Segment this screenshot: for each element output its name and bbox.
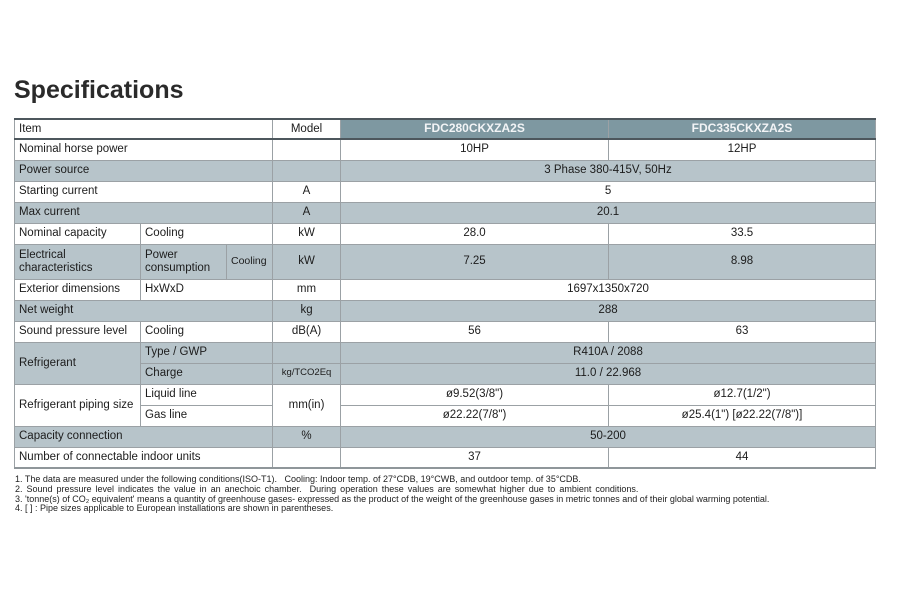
row-max-current	[15, 202, 876, 223]
unit-cell: A	[273, 181, 341, 202]
header-model-1: FDC280CKXZA2S	[341, 119, 609, 139]
row-power-source	[15, 160, 876, 181]
row-label: Sound pressure level	[15, 321, 141, 342]
value-cell: 11.0 / 22.968	[341, 363, 876, 384]
footnote-4: 4. [ ] : Pipe sizes applicable to European installations are shown in parentheses.	[15, 503, 334, 514]
row-electrical	[15, 244, 876, 279]
unit-cell: mm	[273, 279, 341, 300]
row-sublabel: Cooling	[141, 321, 273, 342]
row-label: Max current	[15, 202, 273, 223]
row-sublabel: Charge	[141, 363, 273, 384]
value-cell: 5	[341, 181, 876, 202]
value-cell: 8.98	[609, 244, 876, 279]
row-sublabel: Power consumption	[141, 244, 227, 279]
value-cell: 56	[341, 321, 609, 342]
specifications-table	[14, 118, 876, 469]
value-cell: 20.1	[341, 202, 876, 223]
row-label: Refrigerant	[15, 342, 141, 384]
row-nominal-capacity	[15, 223, 876, 244]
unit-cell: mm(in)	[273, 384, 341, 426]
footnote-3: 3. 'tonne(s) of CO₂ equivalent' means a quantity of greenhouse gases- expressed as the product of the weight of the greenhouse gases in metric tonnes and of their global warming potential.	[15, 493, 770, 504]
unit-cell: %	[273, 426, 341, 447]
row-label: Capacity connection	[15, 426, 273, 447]
row-sublabel: Type / GWP	[141, 342, 273, 363]
footnote-2: 2. Sound pressure level indicates the value in an anechoic chamber. During operation these values are somewhat higher due to ambient conditions.	[15, 483, 639, 494]
row-label: Nominal capacity	[15, 223, 141, 244]
header-item: Item	[15, 119, 273, 139]
row-refrigerant-charge	[15, 363, 876, 384]
value-cell: 50-200	[341, 426, 876, 447]
unit-cell: kg	[273, 300, 341, 321]
header-row	[15, 119, 876, 139]
value-cell: 10HP	[341, 139, 609, 160]
value-cell: ø12.7(1/2")	[609, 384, 876, 405]
value-cell: 1697x1350x720	[341, 279, 876, 300]
row-label: Starting current	[15, 181, 273, 202]
row-capacity-connection	[15, 426, 876, 447]
row-sound-pressure	[15, 321, 876, 342]
row-exterior-dimensions	[15, 279, 876, 300]
row-horse-power	[15, 139, 876, 160]
row-indoor-units	[15, 447, 876, 468]
value-cell: ø22.22(7/8")	[341, 405, 609, 426]
header-model-2: FDC335CKXZA2S	[609, 119, 876, 139]
value-cell: 288	[341, 300, 876, 321]
row-label: Power source	[15, 160, 273, 181]
footnotes	[15, 475, 865, 514]
header-model: Model	[273, 119, 341, 139]
value-cell: 33.5	[609, 223, 876, 244]
value-cell: 3 Phase 380-415V, 50Hz	[341, 160, 876, 181]
unit-cell	[273, 447, 341, 468]
row-net-weight	[15, 300, 876, 321]
row-subsublabel: Cooling	[227, 244, 273, 279]
unit-cell: kW	[273, 223, 341, 244]
value-cell: ø25.4(1") [ø22.22(7/8")]	[609, 405, 876, 426]
value-cell: 44	[609, 447, 876, 468]
value-cell: R410A / 2088	[341, 342, 876, 363]
unit-cell: kW	[273, 244, 341, 279]
row-label: Net weight	[15, 300, 273, 321]
value-cell: ø9.52(3/8")	[341, 384, 609, 405]
row-starting-current	[15, 181, 876, 202]
value-cell: 12HP	[609, 139, 876, 160]
value-cell: 37	[341, 447, 609, 468]
unit-cell	[273, 139, 341, 160]
value-cell: 7.25	[341, 244, 609, 279]
value-cell: 63	[609, 321, 876, 342]
unit-cell: kg/TCO2Eq	[273, 363, 341, 384]
row-sublabel: Liquid line	[141, 384, 273, 405]
row-label: Number of connectable indoor units	[15, 447, 273, 468]
row-sublabel: HxWxD	[141, 279, 273, 300]
row-label: Refrigerant piping size	[15, 384, 141, 426]
unit-cell	[273, 160, 341, 181]
unit-cell: A	[273, 202, 341, 223]
row-label: Nominal horse power	[15, 139, 273, 160]
unit-cell	[273, 342, 341, 363]
row-sublabel: Cooling	[141, 223, 273, 244]
row-sublabel: Gas line	[141, 405, 273, 426]
page-title: Specifications	[14, 76, 184, 104]
unit-cell: dB(A)	[273, 321, 341, 342]
row-piping-liquid	[15, 384, 876, 405]
value-cell: 28.0	[341, 223, 609, 244]
row-label: Electrical characteristics	[15, 244, 141, 279]
row-refrigerant-type	[15, 342, 876, 363]
row-piping-gas	[15, 405, 876, 426]
row-label: Exterior dimensions	[15, 279, 141, 300]
footnote-1: 1. The data are measured under the following conditions(ISO-T1). Cooling: Indoor temp. of 27°CDB, 19°CWB, and outdoor temp. of 35°CDB.	[15, 474, 581, 484]
